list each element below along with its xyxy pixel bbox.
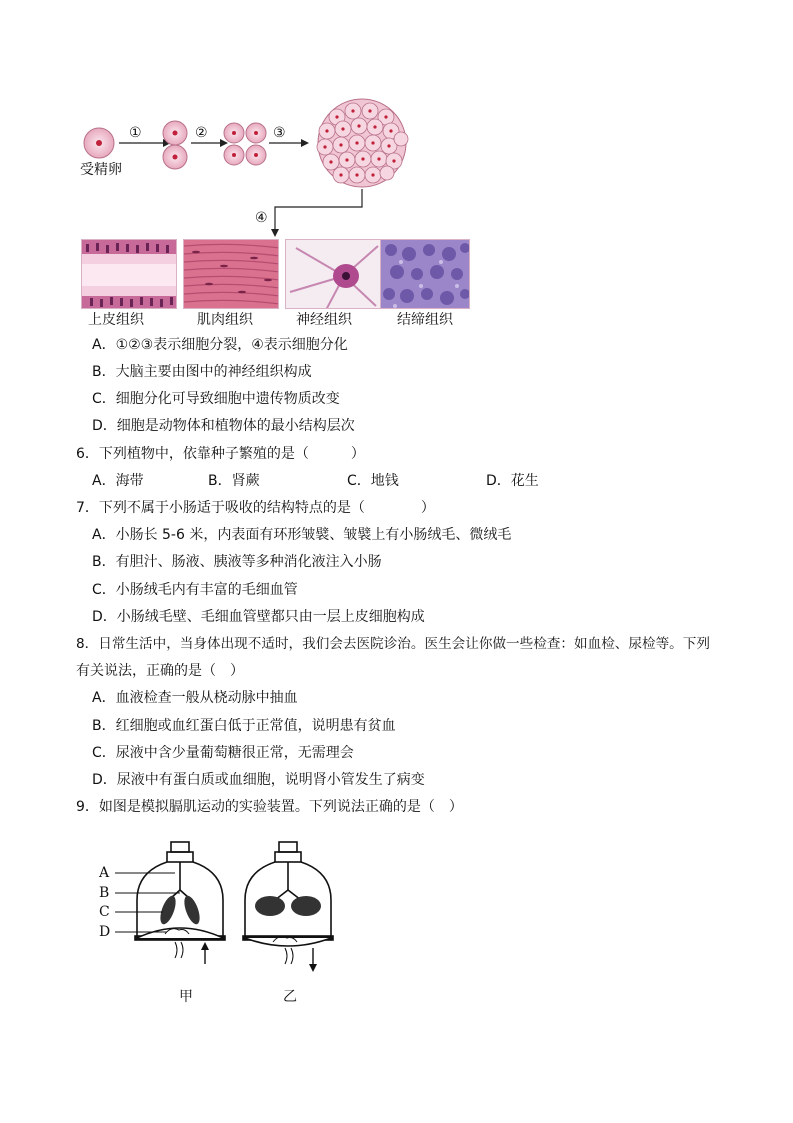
cell-development-figure [75,95,495,335]
diaphragm-model-figure [95,838,345,1013]
q6-option-d: D．花生 [486,473,539,489]
jar-jia [135,842,225,940]
q5-option-a: A．①②③表示细胞分裂，④表示细胞分化 [92,337,348,353]
jar-label-jia: 甲 [179,989,193,1005]
model-label-d: D [99,924,111,940]
q7-option-a: A．小肠长 5-6 米，内表面有环形皱襞、皱襞上有小肠绒毛、微绒毛 [92,527,512,543]
q7-option-c: C．小肠绒毛内有丰富的毛细血管 [92,582,298,598]
q5-option-d: D．细胞是动物体和植物体的最小结构层次 [92,418,355,434]
tissue-label-connective: 结缔组织 [397,312,453,328]
jar-label-yi: 乙 [283,989,297,1005]
step-label-2: ② [195,125,208,141]
epithelial-tissue-image [81,239,177,309]
step-label-3: ③ [273,125,286,141]
q8-stem-line2: 有关说法，正确的是（ ） [76,663,244,679]
q6-option-a: A．海带 [92,473,144,489]
nerve-tissue-image [285,239,381,309]
four-cell-stage [224,123,266,165]
jar-yi [243,842,333,946]
q8-option-a: A．血液检查一般从桡动脉中抽血 [92,690,298,706]
fertilized-egg [84,128,114,158]
model-label-b: B [99,885,110,901]
q6-option-b: B．肾蕨 [208,473,260,489]
q9-stem: 9．如图是模拟膈肌运动的实验装置。下列说法正确的是（ ） [76,799,463,815]
connective-tissue-image [380,239,470,309]
cell-mass [317,99,408,187]
q6-option-c: C．地钱 [347,473,399,489]
q8-stem-line1: 8．日常生活中，当身体出现不适时，我们会去医院诊治。医生会让你做一些检查：如血检、尿检等。下列 [76,636,710,652]
model-label-a: A [99,865,110,881]
tissue-label-epithelial: 上皮组织 [88,312,144,328]
q5-option-b: B．大脑主要由图中的神经组织构成 [92,364,312,380]
step-label-1: ① [129,125,142,141]
muscle-tissue-image [183,239,279,309]
q7-option-d: D．小肠绒毛壁、毛细血管壁都只由一层上皮细胞构成 [92,609,425,625]
tissue-label-nerve: 神经组织 [296,312,352,328]
q5-option-c: C．细胞分化可导致细胞中遗传物质改变 [92,391,340,407]
q8-option-d: D．尿液中有蛋白质或血细胞，说明肾小管发生了病变 [92,772,425,788]
q6-stem: 6．下列植物中，依靠种子繁殖的是（ ） [76,446,365,462]
diaphragm-model-diagram [95,838,345,1013]
fertilized-egg-label: 受精卵 [80,162,122,178]
step-label-4: ④ [255,210,268,226]
q7-option-b: B．有胆汁、肠液、胰液等多种消化液注入小肠 [92,554,382,570]
q8-option-b: B．红细胞或血红蛋白低于正常值，说明患有贫血 [92,718,396,734]
model-label-c: C [99,904,110,920]
q7-stem: 7．下列不属于小肠适于吸收的结构特点的是（ ） [76,500,435,516]
q8-option-c: C．尿液中含少量葡萄糖很正常，无需理会 [92,745,354,761]
tissue-label-muscle: 肌肉组织 [197,312,253,328]
